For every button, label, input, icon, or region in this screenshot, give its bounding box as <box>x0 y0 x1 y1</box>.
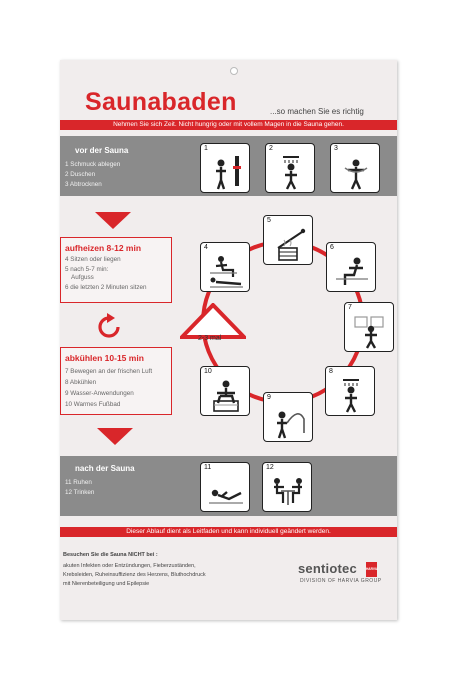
water-hose-icon <box>270 403 308 439</box>
shower-icon <box>272 154 310 190</box>
pictogram-number: 8 <box>329 368 333 375</box>
before-item-2: 2 Duschen <box>65 171 96 178</box>
cold-shower-icon <box>332 377 370 413</box>
guideline-banner: Dieser Ablauf dient als Leitfaden und kann individuell geändert werden. <box>60 527 397 537</box>
heating-item-5: 5 nach 5-7 min: <box>65 266 109 273</box>
pictogram-2 <box>265 143 315 193</box>
warning-title: Besuchen Sie die Sauna NICHT bei : <box>63 552 158 558</box>
pictogram-4 <box>200 242 250 292</box>
pictogram-7 <box>344 302 394 352</box>
heating-item-4: 4 Sitzen oder liegen <box>65 256 121 263</box>
pictogram-number: 1 <box>204 145 208 152</box>
pictogram-number: 9 <box>267 394 271 401</box>
pictogram-number: 4 <box>204 244 208 251</box>
pictogram-number: 5 <box>267 217 271 224</box>
pictogram-8 <box>325 366 375 416</box>
before-sauna-title: vor der Sauna <box>75 146 129 155</box>
intro-banner: Nehmen Sie sich Zeit. Nicht hungrig oder mit vollem Magen in die Sauna gehen. <box>60 120 397 130</box>
cooling-title: abkühlen 10-15 min <box>65 353 144 363</box>
cooling-item-7: 7 Bewegen an der frischen Luft <box>65 368 153 375</box>
cycle-repeat-label: 2-3 mal <box>198 335 222 342</box>
cooling-item-10: 10 Warmes Fußbad <box>65 401 121 408</box>
heating-item-5b: Aufguss <box>71 274 94 281</box>
brand-subtitle: DIVISION OF HARVIA GROUP <box>300 578 382 584</box>
pictogram-3 <box>330 143 380 193</box>
sitting-lying-icon <box>207 253 245 289</box>
warning-line-2: Krebsleiden, Ruheinsuffizienz des Herzens, Bluthochdruck <box>63 572 206 578</box>
pictogram-number: 11 <box>204 464 212 471</box>
walk-fresh-air-icon <box>351 313 389 349</box>
pictogram-number: 12 <box>266 464 274 471</box>
pictogram-6 <box>326 242 376 292</box>
poster-subtitle: ...so machen Sie es richtig <box>270 107 364 116</box>
resting-icon <box>207 473 245 509</box>
harvia-logo: HARVIA <box>366 562 377 577</box>
before-item-3: 3 Abtrocknen <box>65 181 102 188</box>
after-sauna-title: nach der Sauna <box>75 464 135 473</box>
warning-line-1: akuten Infekten oder Entzündungen, Fieberzuständen, <box>63 563 196 569</box>
pictogram-5 <box>263 215 313 265</box>
cycle-up-arrow-icon <box>180 303 246 339</box>
before-item-1: 1 Schmuck ablegen <box>65 161 121 168</box>
hanging-hole <box>230 67 238 75</box>
pictogram-10 <box>200 366 250 416</box>
sitting-icon <box>333 253 371 289</box>
pictogram-number: 10 <box>204 368 212 375</box>
sauna-infusion-icon <box>270 226 308 262</box>
pictogram-number: 6 <box>330 244 334 251</box>
after-item-12: 12 Trinken <box>65 489 95 496</box>
pictogram-9 <box>263 392 313 442</box>
pictogram-11 <box>200 462 250 512</box>
after-item-11: 11 Ruhen <box>65 479 92 486</box>
pictogram-number: 7 <box>348 304 352 311</box>
drinking-icon <box>269 473 307 509</box>
foot-bath-icon <box>207 377 245 413</box>
poster-title: Saunabaden <box>85 88 237 116</box>
arrow-down-icon-2 <box>97 428 133 445</box>
shower-remove-jewelry-icon <box>207 154 245 190</box>
pictogram-number: 3 <box>334 145 338 152</box>
cycle-arrow-icon <box>94 312 124 342</box>
warning-line-3: mit Nierenbeteiligung und Epilepsie <box>63 581 150 587</box>
towel-dry-icon <box>337 154 375 190</box>
arrow-down-icon <box>95 212 131 229</box>
heating-item-6: 6 die letzten 2 Minuten sitzen <box>65 284 147 291</box>
heating-title: aufheizen 8-12 min <box>65 243 142 253</box>
pictogram-number: 2 <box>269 145 273 152</box>
brand-name: sentiotec <box>298 561 357 576</box>
cooling-item-8: 8 Abkühlen <box>65 379 97 386</box>
pictogram-1 <box>200 143 250 193</box>
cooling-item-9: 9 Wasser-Anwendungen <box>65 390 134 397</box>
pictogram-12 <box>262 462 312 512</box>
